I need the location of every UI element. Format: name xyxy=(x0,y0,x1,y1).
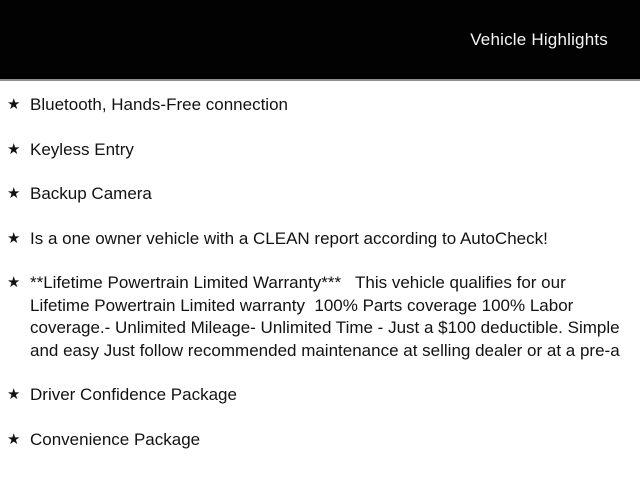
list-item xyxy=(7,228,628,251)
list-item xyxy=(7,183,628,206)
list-item-text: Driver Confidence Package xyxy=(30,385,237,404)
list-item xyxy=(7,139,628,162)
list-item xyxy=(7,384,628,407)
star-icon: ★ xyxy=(7,140,21,158)
page-title: Vehicle Highlights xyxy=(470,29,608,49)
highlights-list xyxy=(0,81,640,451)
star-icon: ★ xyxy=(7,430,21,448)
list-item-text: Keyless Entry xyxy=(30,139,134,159)
star-icon: ★ xyxy=(7,274,21,291)
star-icon: ★ xyxy=(7,229,21,247)
list-item-text: Is a one owner vehicle with a CLEAN report according to AutoCheck! xyxy=(30,228,548,248)
list-item xyxy=(7,429,628,452)
star-icon: ★ xyxy=(7,96,21,113)
list-item-text: Bluetooth, Hands-Free connection xyxy=(30,95,288,114)
header-bar xyxy=(0,0,640,81)
star-icon: ★ xyxy=(7,386,21,403)
list-item-text: **Lifetime Powertrain Limited Warranty*** This vehicle qualifies for our Lifetime Powertrain Limited warranty 100% Parts coverage 100% Labor coverage.- Unlimited Mileage- Unlimited Time - Just a $100 deductible. Simple and easy Just follow recommended maintenance at selling dealer or at a pre-a xyxy=(30,273,625,360)
list-item xyxy=(7,94,628,117)
list-item-text: Convenience Package xyxy=(30,429,201,449)
list-item-text: Backup Camera xyxy=(30,184,152,203)
list-item xyxy=(7,272,628,362)
star-icon: ★ xyxy=(7,185,21,202)
